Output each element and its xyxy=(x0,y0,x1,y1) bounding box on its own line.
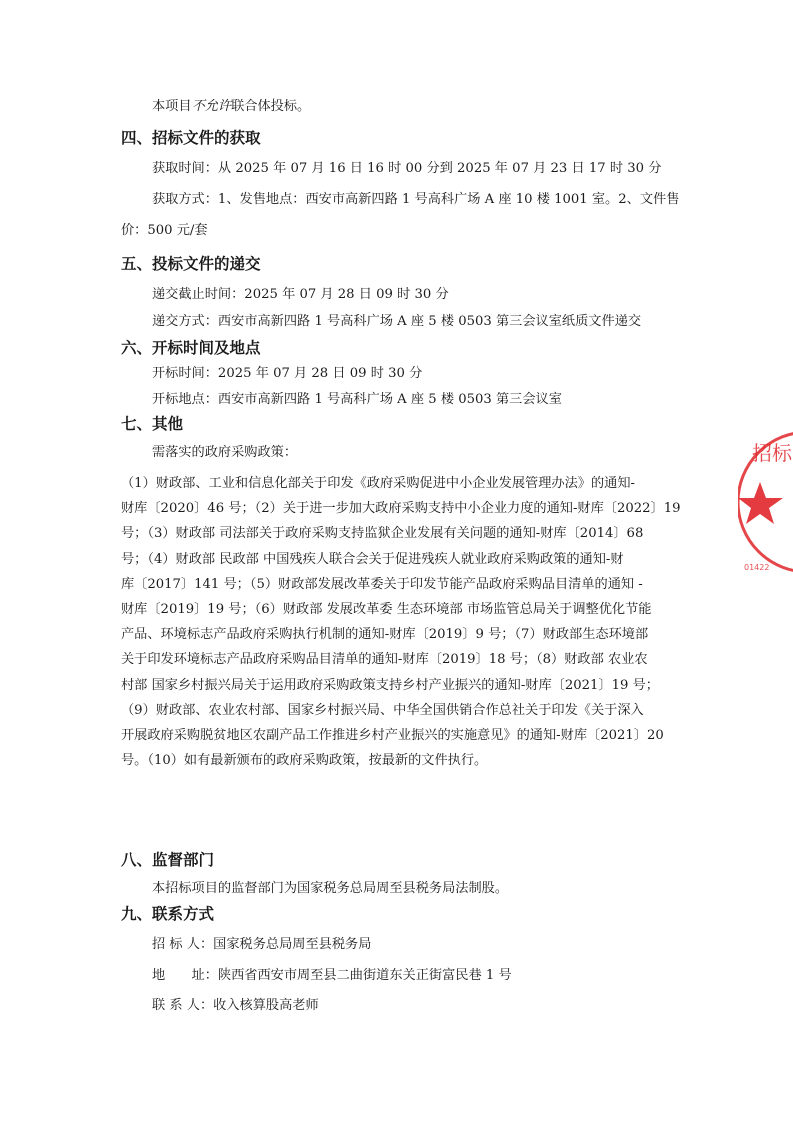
section-5-title: 五、投标文件的递交 xyxy=(121,255,261,273)
policy-line: 关于印发环境标志产品政府采购品目清单的通知-财库〔2019〕18 号；（8）财政部 农业农 xyxy=(121,652,648,668)
policy-line: 号；（4）财政部 民政部 中国残疾人联合会关于促进残疾人就业政府采购政策的通知-财 xyxy=(121,551,624,567)
policy-line: 村部 国家乡村振兴局关于运用政府采购政策支持乡村产业振兴的通知-财库〔2021〕19 号； xyxy=(121,677,659,693)
seal-text-top: 招标 xyxy=(752,441,792,465)
policy-line: 号；（3）财政部 司法部关于政府采购支持监狱企业发展有关问题的通知-财库〔2014〕68 xyxy=(121,526,644,542)
s4-acquire-method-line2: 价：500 元/套 xyxy=(121,223,208,238)
joint-bid-note xyxy=(152,98,310,116)
section-4-title: 四、招标文件的获取 xyxy=(121,129,261,147)
s5-deadline: 递交截止时间：2025 年 07 月 28 日 09 时 30 分 xyxy=(152,287,449,302)
official-seal xyxy=(738,422,793,582)
section-6-title: 六、开标时间及地点 xyxy=(121,339,261,357)
policy-line: （9）财政部、农业农村部、国家乡村振兴局、中华全国供销合作总社关于印发《关于深入 xyxy=(121,702,644,718)
seal-star-icon xyxy=(738,482,783,524)
s5-submit-method: 递交方式：西安市高新四路 1 号高科广场 A 座 5 楼 0503 第三会议室纸质文件递交 xyxy=(152,314,642,329)
s7-policy-lead: 需落实的政府采购政策： xyxy=(152,445,298,460)
policy-line: 号。（10）如有最新颁布的政府采购政策，按最新的文件执行。 xyxy=(121,753,488,769)
joint-bid-note-emphasis: 不允许 xyxy=(191,99,232,114)
seal-stamp-icon xyxy=(738,422,793,582)
s9-contact: 联 系 人：收入核算股高老师 xyxy=(152,998,319,1013)
policy-line: 开展政府采购脱贫地区农副产品工作推进乡村产业振兴的实施意见》的通知-财库〔2021〕20 xyxy=(121,727,664,743)
policy-line: （1）财政部、工业和信息化部关于印发《政府采购促进中小企业发展管理办法》的通知- xyxy=(121,476,635,491)
s8-supervisor: 本招标项目的监督部门为国家税务总局周至县税务局法制股。 xyxy=(152,881,509,896)
s6-open-time: 开标时间：2025 年 07 月 28 日 09 时 30 分 xyxy=(152,366,423,381)
s9-tenderer: 招 标 人：国家税务总局周至县税务局 xyxy=(152,937,372,952)
s4-acquire-time: 获取时间：从 2025 年 07 月 16 日 16 时 00 分到 2025 年 07 月 23 日 17 时 30 分 xyxy=(152,161,662,176)
section-9-title: 九、联系方式 xyxy=(121,905,215,923)
s7-policy-list xyxy=(121,471,683,773)
section-8-title: 八、监督部门 xyxy=(121,851,215,869)
policy-line: 产品、环境标志产品政府采购执行机制的通知-财库〔2019〕9 号；（7）财政部生态环境部 xyxy=(121,627,649,643)
section-7-title: 七、其他 xyxy=(121,415,184,433)
policy-line: 财库〔2020〕46 号；（2）关于进一步加大政府采购支持中小企业力度的通知-财库〔2022〕19 xyxy=(121,501,681,517)
policy-line: 财库〔2019〕19 号；（6）财政部 发展改革委 生态环境部 市场监管总局关于调整优化节能 xyxy=(121,601,652,617)
joint-bid-note-prefix: 本项目 xyxy=(152,99,192,114)
joint-bid-note-suffix: 联合体投标。 xyxy=(231,99,311,114)
seal-text-bottom: 01422 xyxy=(744,563,770,572)
s6-open-place: 开标地点：西安市高新四路 1 号高科广场 A 座 5 楼 0503 第三会议室 xyxy=(152,392,562,407)
policy-line: 库〔2017〕141 号；（5）财政部发展改革委关于印发节能产品政府采购品目清单的通知 - xyxy=(121,576,643,592)
s9-address: 地 址：陕西省西安市周至县二曲街道东关正街富民巷 1 号 xyxy=(152,968,512,983)
s4-acquire-method-line1: 获取方式：1、发售地点：西安市高新四路 1 号高科广场 A 座 10 楼 1001 室。2、文件售 xyxy=(152,192,680,207)
